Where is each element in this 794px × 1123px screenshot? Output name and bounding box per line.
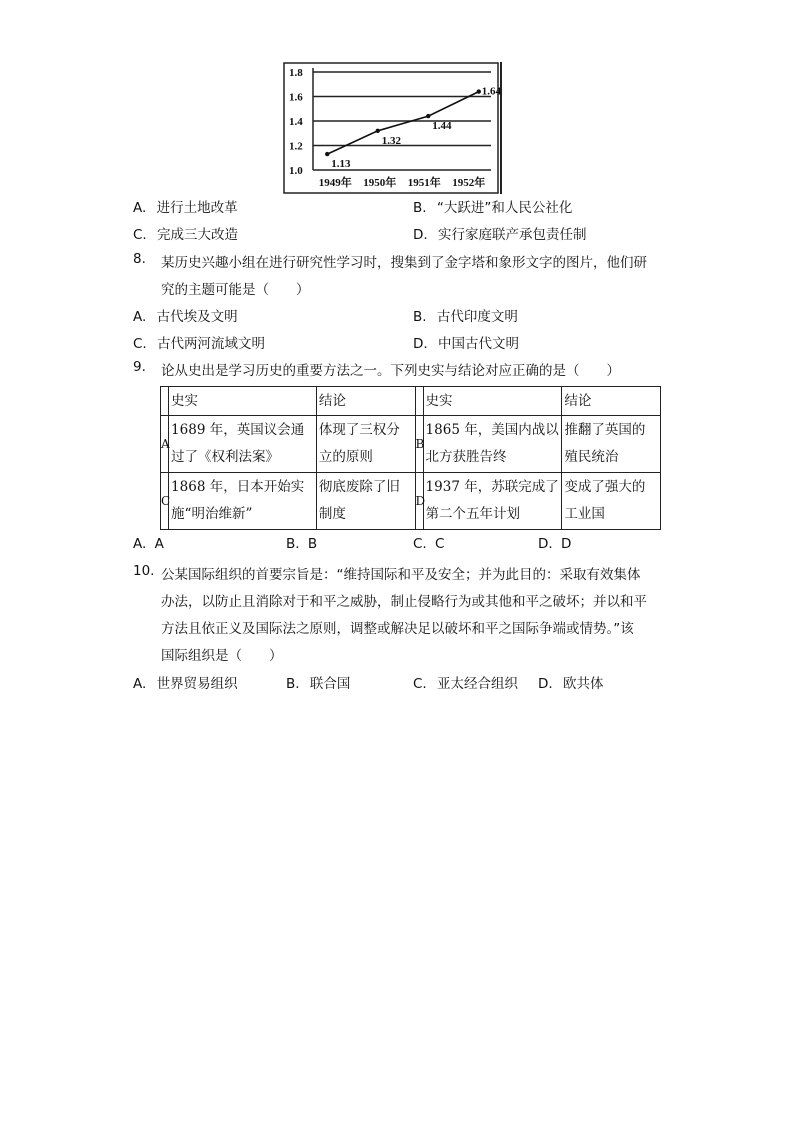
option-text: A (154, 536, 164, 552)
row-letter: C (161, 473, 169, 530)
option-letter: C. (413, 676, 427, 692)
q7-option-b[interactable] (413, 196, 572, 216)
q8-option-d[interactable] (413, 332, 519, 352)
table-cell-fact: 1865 年，美国内战以北方获胜告终 (423, 416, 562, 473)
data-point (477, 89, 481, 93)
q9-option-b[interactable] (286, 536, 317, 552)
q8-option-c[interactable] (133, 332, 265, 352)
option-text: B (307, 536, 318, 552)
y-tick-label: 1.8 (289, 67, 303, 79)
data-label: 1.32 (381, 134, 401, 147)
table-header-fact: 史实 (169, 387, 317, 416)
data-label: 1.64 (481, 85, 501, 98)
table-header-conclusion: 结论 (562, 387, 661, 416)
chart-svg (283, 62, 505, 194)
option-letter: A. (133, 309, 147, 325)
table-cell-empty (161, 387, 169, 416)
option-letter: B. (413, 200, 427, 216)
table-cell-conclusion: 推翻了英国的殖民统治 (562, 416, 661, 473)
y-tick-label: 1.6 (289, 91, 303, 104)
option-text: D (560, 536, 572, 552)
q10-stem-line: 方法且依正义及国际法之原则，调整或解决足以破坏和平之国际争端或情势。”该 (161, 621, 634, 637)
table-row (161, 473, 661, 530)
option-text: 欧共体 (562, 676, 604, 692)
option-text: 进行土地改革 (156, 200, 238, 216)
row-letter: A (161, 416, 169, 473)
q8-option-a[interactable] (133, 305, 238, 325)
option-text: 中国古代文明 (437, 336, 519, 352)
option-text: “大跃进”和人民公社化 (436, 200, 573, 216)
q9-option-a[interactable] (133, 536, 164, 552)
option-text: 古代印度文明 (436, 309, 518, 325)
option-text: 联合国 (309, 676, 351, 692)
x-tick-label: 1949年 (318, 177, 352, 189)
q7-option-c[interactable] (133, 223, 238, 243)
table-cell-conclusion: 变成了强大的工业国 (562, 473, 661, 530)
option-text: C (435, 536, 445, 552)
q7-option-d[interactable] (413, 223, 586, 243)
x-tick-label: 1951年 (407, 177, 441, 189)
q10-option-d[interactable] (538, 672, 603, 692)
q8-option-b[interactable] (413, 305, 518, 325)
option-letter: B. (413, 309, 427, 325)
q10-stem-line: 公某国际组织的首要宗旨是：“维持国际和平及安全；并为此目的：采取有效集体 (161, 567, 641, 583)
q9-number: 9. (133, 359, 146, 375)
table-cell-conclusion: 体现了三权分立的原则 (316, 416, 415, 473)
q8-stem-line1: 某历史兴趣小组在进行研究性学习时，搜集到了金字塔和象形文字的图片，他们研 (161, 255, 647, 271)
option-letter: C. (133, 227, 147, 243)
table-cell-empty (415, 387, 423, 416)
option-text: 完成三大改造 (157, 227, 239, 243)
q9-stem: 论从史出是学习历史的重要方法之一。下列史实与结论对应正确的是（ ） (161, 363, 620, 379)
q10-number: 10. (133, 563, 155, 579)
option-letter: A. (133, 676, 147, 692)
data-point (426, 114, 430, 118)
data-label: 1.44 (432, 120, 452, 133)
option-letter: B. (286, 676, 300, 692)
data-label: 1.13 (331, 158, 351, 171)
series-line (327, 92, 479, 155)
table-cell-conclusion: 彻底废除了旧制度 (316, 473, 415, 530)
option-letter: C. (413, 536, 427, 552)
y-tick-label: 1.0 (289, 165, 303, 177)
option-letter: A. (133, 536, 147, 552)
option-letter: B. (286, 536, 300, 552)
option-letter: D. (538, 676, 553, 692)
y-tick-label: 1.4 (289, 116, 303, 128)
row-letter: D (415, 473, 423, 530)
q10-option-b[interactable] (286, 672, 350, 692)
table-cell-fact: 1689 年，英国议会通过了《权利法案》 (169, 416, 317, 473)
row-letter: B (415, 416, 423, 473)
table-cell-fact: 1937 年，苏联完成了第二个五年计划 (423, 473, 562, 530)
q9-option-d[interactable] (538, 536, 571, 552)
q9-option-c[interactable] (413, 536, 444, 552)
option-letter: D. (413, 336, 428, 352)
q7-option-a[interactable] (133, 196, 238, 216)
table-cell-fact: 1868 年，日本开始实施“明治维新” (169, 473, 317, 530)
option-letter: C. (133, 336, 147, 352)
option-letter: D. (413, 227, 428, 243)
x-tick-label: 1952年 (452, 177, 486, 189)
q8-stem-line2: 究的主题可能是（ ） (161, 282, 310, 298)
q8-number: 8. (133, 251, 146, 267)
table-header-fact: 史实 (423, 387, 562, 416)
table-header-row (161, 387, 661, 416)
q10-option-a[interactable] (133, 672, 238, 692)
option-text: 实行家庭联产承包责任制 (437, 227, 587, 243)
table-header-conclusion: 结论 (316, 387, 415, 416)
option-text: 古代埃及文明 (156, 309, 238, 325)
option-letter: A. (133, 200, 147, 216)
q10-stem-line: 国际组织是（ ） (161, 648, 283, 664)
data-point (325, 152, 329, 156)
q10-stem-line: 办法，以防止且消除对于和平之威胁，制止侵略行为或其他和平之破坏；并以和平 (161, 594, 647, 610)
data-point (376, 129, 380, 133)
y-tick-label: 1.2 (289, 140, 303, 153)
x-tick-label: 1950年 (363, 177, 397, 189)
line-chart (283, 62, 505, 194)
q9-facts-table (160, 386, 661, 530)
option-letter: D. (538, 536, 553, 552)
q10-option-c[interactable] (413, 672, 518, 692)
option-text: 世界贸易组织 (156, 676, 238, 692)
option-text: 古代两河流域文明 (157, 336, 266, 352)
table-row (161, 416, 661, 473)
option-text: 亚太经合组织 (437, 676, 519, 692)
chart-frame (284, 63, 498, 193)
